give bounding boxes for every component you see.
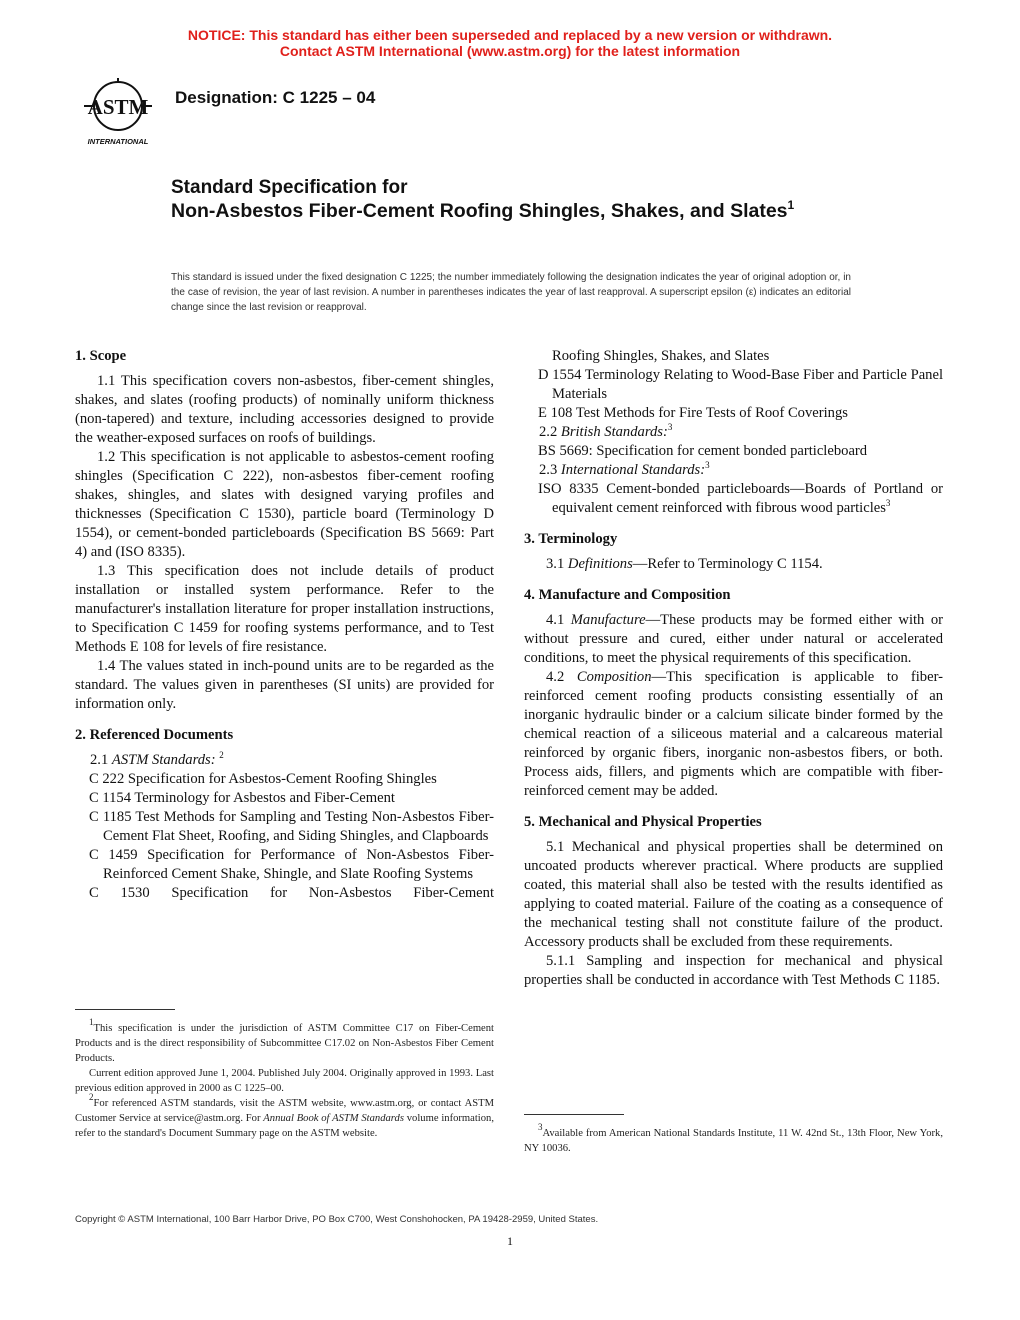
paragraph-4-2-term: Composition (576, 669, 652, 685)
paragraph-1-4: 1.4 The values stated in inch-pound units are to be regarded as the standard. The values given in parentheses (SI units) are provided for information only. (75, 658, 494, 712)
ref-item-c1530-start: C 1530 Specification for Non-Asbestos Fiber-Cement (89, 885, 494, 901)
section-mechanical-heading: 5. Mechanical and Physical Properties (524, 814, 762, 830)
british-standards-num: 2.2 (539, 424, 558, 440)
footnote-3 (524, 1122, 943, 1156)
astm-standards-title: ASTM Standards: (111, 752, 216, 768)
footnote-1-text: This specification is under the jurisdiction of ASTM Committee C17 on Fiber-Cement Products and is the direct responsibility of Subcommittee C17.02 on Non-Asbestos Fiber Cement Products. (75, 1023, 494, 1064)
british-standards-label (524, 423, 943, 442)
footnote-2 (75, 1092, 494, 1141)
paragraph-4-2 (524, 668, 943, 801)
paragraph-4-1 (524, 611, 943, 668)
international-standards-title: International Standards: (560, 462, 706, 478)
ref-item: C 1459 Specification for Performance of Non-Asbestos Fiber-Reinforced Cement Shake, Shingle, and Slate Roofing Systems (89, 847, 494, 882)
ref-item: D 1554 Terminology Relating to Wood-Base Fiber and Particle Panel Materials (538, 367, 943, 402)
logo-text: ASTM (87, 95, 149, 119)
notice-line-2: Contact ASTM International (www.astm.org) for the latest information (279, 43, 741, 59)
footnote-2-mark: 2 (89, 1092, 94, 1102)
paragraph-1-3: 1.3 This specification does not include details of product installation or installed system performance. Refer to the manufacturer's installation literature for proper installation instructions, to Specification C 1459 for roofing systems performance, and to Test Methods E 108 for levels of fire resistance. (75, 563, 494, 655)
ref-item: C 1154 Terminology for Asbestos and Fiber-Cement (89, 790, 395, 806)
paragraph-3-1-term: Definitions (567, 556, 633, 572)
ref-item: C 1185 Test Methods for Sampling and Testing Non-Asbestos Fiber-Cement Flat Sheet, Roofing, and Siding Shingles, and Clapboards (89, 809, 494, 844)
designation: Designation: C 1225 – 04 (175, 88, 376, 107)
ref-item-iso8335-text: ISO 8335 Cement-bonded particleboards—Boards of Portland or equivalent cement reinforced with fibrous wood particles (538, 481, 943, 516)
international-standards-mark: 3 (705, 460, 710, 470)
paragraph-5-1-1: 5.1.1 Sampling and inspection for mechanical and physical properties shall be conducted in accordance with Test Methods C 1185. (524, 953, 943, 988)
astm-standards-label (75, 751, 494, 770)
paragraph-4-1-text: —These products may be formed either with or without pressure and cured, either under natural or accelerated conditions, to meet the physical requirements of this specification. (524, 612, 943, 666)
paragraph-1-1: 1.1 This specification covers non-asbestos, fiber-cement shingles, shakes, and slates (roofing products) of nominally uniform thickness (non-tapered) and texture, including accessories designed to provide the weather-exposed surfaces on roofs of buildings. (75, 373, 494, 446)
title-line-2 (171, 199, 871, 224)
footnote-2-text-b: volume information, refer to the standard's Document Summary page on the ASTM website. (75, 1113, 494, 1139)
footnote-2-text-a: For referenced ASTM standards, visit the ASTM website, www.astm.org, or contact ASTM Customer Service at service@astm.org. For (75, 1098, 494, 1124)
british-standards-title: British Standards: (560, 424, 668, 440)
footnote-rule-right (524, 1114, 624, 1115)
ref-item: BS 5669: Specification for cement bonded particleboard (538, 443, 868, 459)
logo-subtext: INTERNATIONAL (87, 137, 149, 146)
title-line-1: Standard Specification for (171, 177, 408, 198)
footnotes-left (75, 1017, 494, 1141)
astm-logo (78, 78, 162, 148)
astm-standards-num: 2.1 (90, 752, 109, 768)
copyright: Copyright © ASTM International, 100 Barr Harbor Drive, PO Box C700, West Conshohocken, PA 19428-2959, United States. (75, 1214, 599, 1225)
footnote-rule-left (75, 1009, 175, 1010)
footnote-3-text: Available from American National Standards Institute, 11 W. 42nd St., 13th Floor, New York, NY 10036. (524, 1128, 943, 1154)
paragraph-3-1 (524, 555, 943, 574)
left-column (75, 347, 494, 903)
title-footnote-mark: 1 (787, 198, 795, 212)
paragraph-5-1: 5.1 Mechanical and physical properties shall be determined on uncoated products wherever practical. Where products are supplied coated, this material shall also be tested with the results identified as applying to coated material. Failure of the coating as a consequence of the mechanical testing shall not constitute failure of the product. Accessory products shall be excluded from these requirements. (524, 839, 943, 950)
paragraph-4-1-term: Manufacture (570, 612, 646, 628)
british-standards-mark: 3 (667, 422, 673, 432)
footnote-1b: Current edition approved June 1, 2004. Published July 2004. Originally approved in 1993. Last previous edition approved in 2000 as C 1225–00. (75, 1068, 494, 1094)
paragraph-1-2: 1.2 This specification is not applicable to asbestos-cement roofing shingles (Specification C 222), non-asbestos fiber-cement roofing shakes, shingles, and slates with designed varying profiles and thicknesses (Specification C 1530), particle board (Terminology D 1554), or cement-bonded particleboards (Specification BS 5669: Part 4) and (ISO 8335). (75, 449, 494, 560)
ref-item-c1530-end: Roofing Shingles, Shakes, and Slates (552, 348, 770, 364)
international-standards-num: 2.3 (539, 462, 558, 478)
paragraph-4-2-num: 4.2 (546, 669, 565, 685)
international-standards-label (524, 461, 943, 480)
ref-item-iso8335-mark: 3 (885, 498, 891, 508)
notice-line-1: NOTICE: This standard has either been superseded and replaced by a new version or withdrawn. (187, 27, 833, 43)
footnote-1-mark: 1 (89, 1017, 94, 1027)
footnote-3-mark: 3 (538, 1122, 543, 1132)
page-number: 1 (507, 1234, 513, 1248)
ref-item-iso8335 (524, 480, 943, 518)
paragraph-3-1-text: —Refer to Terminology C 1154. (632, 556, 823, 572)
section-scope-heading: 1. Scope (75, 348, 127, 364)
section-refdocs-heading: 2. Referenced Documents (75, 727, 234, 743)
footnotes-right (524, 1122, 943, 1156)
footnote-2-italic: Annual Book of ASTM Standards (263, 1113, 404, 1124)
section-terminology-heading: 3. Terminology (524, 531, 618, 547)
paragraph-3-1-num: 3.1 (546, 556, 565, 572)
footnote-1 (75, 1017, 494, 1066)
issued-note: This standard is issued under the fixed designation C 1225; the number immediately following the designation indicates the year of original adoption or, in the case of revision, the year of last revision. A number in parentheses indicates the year of last reapproval. A superscript epsilon (ε) indicates an editorial change since the last revision or reapproval. (171, 272, 851, 313)
section-manufacture-heading: 4. Manufacture and Composition (524, 587, 731, 603)
title-main: Non-Asbestos Fiber-Cement Roofing Shingles, Shakes, and Slates (171, 200, 788, 222)
ref-item: C 222 Specification for Asbestos-Cement Roofing Shingles (89, 771, 437, 787)
paragraph-4-2-text: —This specification is applicable to fiber-reinforced cement roofing products consisting essentially of an inorganic hydraulic binder or a calcium silicate binder formed by the chemical reaction of a siliceous material and a calcareous material reinforced by organic fibers, inorganic non-asbestos fibers, or both. Process aids, fillers, and pigments which are compatible with fiber-reinforced cement may be added. (524, 669, 943, 799)
right-column (524, 347, 943, 990)
astm-standards-mark: 2 (219, 750, 224, 760)
ref-item: E 108 Test Methods for Fire Tests of Roof Coverings (538, 405, 848, 421)
paragraph-4-1-num: 4.1 (546, 612, 565, 628)
